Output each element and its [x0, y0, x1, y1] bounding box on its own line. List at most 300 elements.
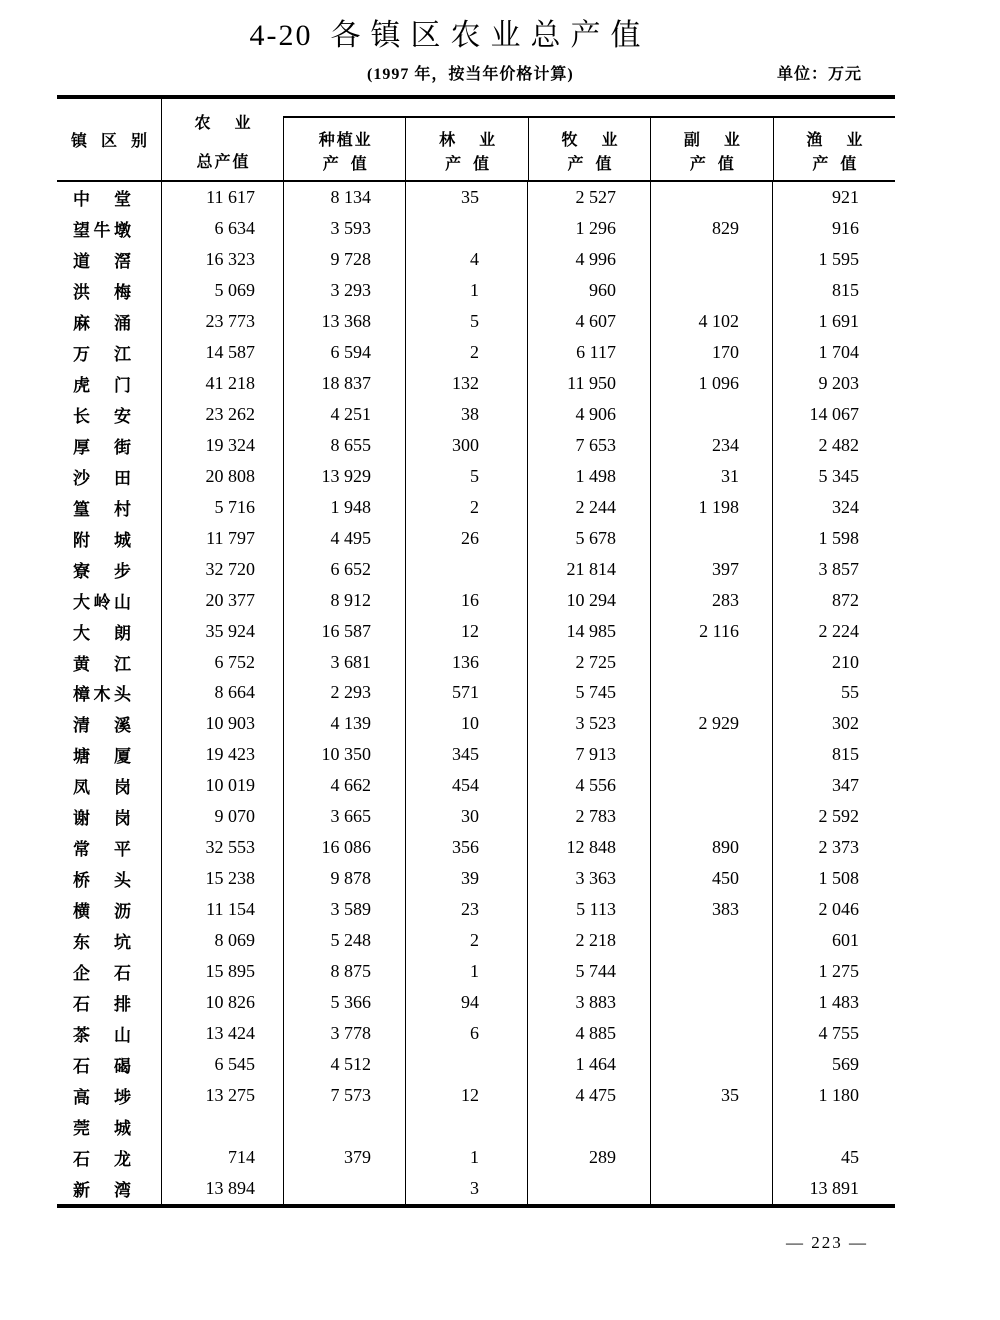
town-name: 高 埗 — [73, 1088, 131, 1108]
value-cell: 136 — [405, 647, 527, 678]
value-cell: 815 — [772, 739, 895, 770]
town-name: 长 安 — [73, 406, 131, 426]
value-cell: 4 885 — [527, 1018, 650, 1049]
value-cell — [650, 182, 772, 213]
table-header — [57, 99, 895, 182]
value-cell: 4 102 — [650, 306, 772, 337]
value-cell — [650, 925, 772, 956]
value-cell: 890 — [650, 832, 772, 863]
table-row — [57, 337, 895, 368]
table-row — [57, 523, 895, 554]
col-header-agriculture-total — [161, 99, 283, 180]
town-name-cell — [57, 461, 161, 492]
town-name-cell — [57, 770, 161, 801]
agriculture-output-table — [57, 95, 895, 1208]
forestry-value-label: 产 值 — [445, 156, 490, 173]
value-cell: 19 324 — [161, 430, 283, 461]
value-cell — [650, 1018, 772, 1049]
value-cell: 21 814 — [527, 554, 650, 585]
col-header-fishery — [773, 118, 895, 180]
town-name-cell — [57, 708, 161, 739]
value-cell: 11 950 — [527, 368, 650, 399]
town-name: 石 排 — [73, 995, 131, 1015]
table-row — [57, 832, 895, 863]
value-cell: 571 — [405, 678, 527, 709]
table-row — [57, 244, 895, 275]
value-cell: 39 — [405, 863, 527, 894]
value-cell — [650, 399, 772, 430]
town-name: 寮 步 — [73, 561, 131, 581]
value-cell: 41 218 — [161, 368, 283, 399]
planting-value-label: 产 值 — [322, 156, 367, 173]
town-name-cell — [57, 585, 161, 616]
value-cell: 16 086 — [283, 832, 405, 863]
value-cell: 1 598 — [772, 523, 895, 554]
town-name: 常 平 — [73, 840, 131, 860]
col-header-husbandry — [528, 118, 650, 180]
value-cell: 2 244 — [527, 492, 650, 523]
value-cell: 2 218 — [527, 925, 650, 956]
value-cell: 1 508 — [772, 863, 895, 894]
value-cell: 6 117 — [527, 337, 650, 368]
value-cell: 4 — [405, 244, 527, 275]
unit-label: 单位：万元 — [776, 66, 862, 83]
town-name: 黄 江 — [73, 654, 131, 674]
town-name-cell — [57, 1018, 161, 1049]
town-name-cell — [57, 1142, 161, 1173]
value-cell: 356 — [405, 832, 527, 863]
town-name: 麻 涌 — [73, 313, 131, 333]
value-cell: 94 — [405, 987, 527, 1018]
value-cell: 3 883 — [527, 987, 650, 1018]
value-cell: 2 046 — [772, 894, 895, 925]
town-name: 篁 村 — [73, 499, 131, 519]
value-cell: 11 154 — [161, 894, 283, 925]
value-cell: 8 912 — [283, 585, 405, 616]
value-cell — [283, 1173, 405, 1204]
value-cell: 302 — [772, 708, 895, 739]
table-row — [57, 213, 895, 244]
value-cell: 4 755 — [772, 1018, 895, 1049]
value-cell: 1 704 — [772, 337, 895, 368]
value-cell: 1 948 — [283, 492, 405, 523]
value-cell: 1 483 — [772, 987, 895, 1018]
value-cell: 13 368 — [283, 306, 405, 337]
town-name: 清 溪 — [73, 716, 131, 736]
value-cell: 2 527 — [527, 182, 650, 213]
table-row — [57, 987, 895, 1018]
value-cell — [527, 1111, 650, 1142]
town-name-cell — [57, 1080, 161, 1111]
value-cell: 5 716 — [161, 492, 283, 523]
town-name: 虎 门 — [73, 375, 131, 395]
town-name: 企 石 — [73, 964, 131, 984]
value-cell: 2 224 — [772, 616, 895, 647]
value-cell: 601 — [772, 925, 895, 956]
value-cell: 289 — [527, 1142, 650, 1173]
value-cell — [405, 554, 527, 585]
value-cell: 9 878 — [283, 863, 405, 894]
value-cell: 2 — [405, 492, 527, 523]
table-row — [57, 925, 895, 956]
value-cell: 15 238 — [161, 863, 283, 894]
value-cell: 6 634 — [161, 213, 283, 244]
value-cell: 31 — [650, 461, 772, 492]
value-cell — [650, 647, 772, 678]
table-row — [57, 1142, 895, 1173]
table-row — [57, 1111, 895, 1142]
value-cell: 16 587 — [283, 616, 405, 647]
value-cell: 2 783 — [527, 801, 650, 832]
town-name: 凤 岗 — [73, 778, 131, 798]
table-row — [57, 863, 895, 894]
table-row — [57, 647, 895, 678]
value-cell: 4 512 — [283, 1049, 405, 1080]
value-cell: 4 906 — [527, 399, 650, 430]
town-name: 谢 岗 — [73, 809, 131, 829]
value-cell: 5 069 — [161, 275, 283, 306]
town-name-cell — [57, 739, 161, 770]
value-cell — [405, 1049, 527, 1080]
value-cell: 960 — [527, 275, 650, 306]
value-cell: 4 607 — [527, 306, 650, 337]
town-name-cell — [57, 1111, 161, 1142]
town-name-cell — [57, 430, 161, 461]
town-name-cell — [57, 863, 161, 894]
value-cell: 35 — [650, 1080, 772, 1111]
husbandry-label: 牧 业 — [561, 132, 618, 149]
value-cell: 11 797 — [161, 523, 283, 554]
col-header-sideline — [650, 118, 772, 180]
value-cell: 1 180 — [772, 1080, 895, 1111]
town-name: 横 沥 — [73, 902, 131, 922]
value-cell: 2 373 — [772, 832, 895, 863]
value-cell: 3 857 — [772, 554, 895, 585]
value-cell: 5 366 — [283, 987, 405, 1018]
value-cell: 8 664 — [161, 678, 283, 709]
value-cell: 5 744 — [527, 956, 650, 987]
value-cell — [405, 1111, 527, 1142]
town-name: 厚 街 — [73, 437, 131, 457]
value-cell: 20 377 — [161, 585, 283, 616]
value-cell: 3 593 — [283, 213, 405, 244]
value-cell: 324 — [772, 492, 895, 523]
value-cell: 9 728 — [283, 244, 405, 275]
town-name: 大 朗 — [73, 623, 131, 643]
value-cell: 1 275 — [772, 956, 895, 987]
value-cell: 19 423 — [161, 739, 283, 770]
town-name-cell — [57, 616, 161, 647]
value-cell: 4 251 — [283, 399, 405, 430]
town-name: 石 龙 — [73, 1150, 131, 1170]
table-row — [57, 585, 895, 616]
value-cell: 10 903 — [161, 708, 283, 739]
value-cell: 11 617 — [161, 182, 283, 213]
page-title — [0, 10, 900, 54]
value-cell: 10 019 — [161, 770, 283, 801]
value-cell: 14 985 — [527, 616, 650, 647]
table-row — [57, 616, 895, 647]
value-cell: 35 924 — [161, 616, 283, 647]
table-row — [57, 461, 895, 492]
forestry-label: 林 业 — [439, 132, 496, 149]
sideline-value-label: 产 值 — [689, 156, 734, 173]
table-number: 4-20 — [249, 19, 313, 52]
value-cell: 347 — [772, 770, 895, 801]
value-cell: 14 067 — [772, 399, 895, 430]
value-cell: 12 — [405, 1080, 527, 1111]
town-name: 大 岭 山 — [73, 592, 131, 612]
table-row — [57, 275, 895, 306]
value-cell: 13 891 — [772, 1173, 895, 1204]
value-cell: 1 464 — [527, 1049, 650, 1080]
value-cell: 872 — [772, 585, 895, 616]
value-cell: 234 — [650, 430, 772, 461]
value-cell: 7 913 — [527, 739, 650, 770]
town-name-cell — [57, 647, 161, 678]
value-cell: 9 203 — [772, 368, 895, 399]
table-row — [57, 678, 895, 709]
col-header-forestry — [405, 118, 527, 180]
value-cell: 3 293 — [283, 275, 405, 306]
value-cell: 5 345 — [772, 461, 895, 492]
town-name: 莞 城 — [73, 1119, 131, 1139]
value-cell: 1 296 — [527, 213, 650, 244]
value-cell: 379 — [283, 1142, 405, 1173]
town-name: 东 坑 — [73, 933, 131, 953]
value-cell: 397 — [650, 554, 772, 585]
value-cell: 55 — [772, 678, 895, 709]
table-row — [57, 708, 895, 739]
value-cell: 6 752 — [161, 647, 283, 678]
town-name: 樟 木 头 — [73, 685, 131, 705]
value-cell — [650, 987, 772, 1018]
value-cell: 3 665 — [283, 801, 405, 832]
value-cell: 10 294 — [527, 585, 650, 616]
value-cell: 2 725 — [527, 647, 650, 678]
fishery-value-label: 产 值 — [812, 156, 857, 173]
value-cell: 23 — [405, 894, 527, 925]
table-row — [57, 430, 895, 461]
value-cell: 3 — [405, 1173, 527, 1204]
value-cell: 4 996 — [527, 244, 650, 275]
value-cell: 12 — [405, 616, 527, 647]
value-cell — [650, 523, 772, 554]
value-cell: 20 808 — [161, 461, 283, 492]
value-cell: 210 — [772, 647, 895, 678]
value-cell: 5 678 — [527, 523, 650, 554]
town-name: 塘 厦 — [73, 747, 131, 767]
town-name-cell — [57, 337, 161, 368]
value-cell: 13 424 — [161, 1018, 283, 1049]
value-cell: 2 293 — [283, 678, 405, 709]
page-number: — 223 — — [786, 1233, 868, 1252]
value-cell: 450 — [650, 863, 772, 894]
value-cell: 829 — [650, 213, 772, 244]
value-cell: 8 069 — [161, 925, 283, 956]
town-name-cell — [57, 368, 161, 399]
value-cell: 12 848 — [527, 832, 650, 863]
town-name-cell — [57, 182, 161, 213]
value-cell: 5 — [405, 306, 527, 337]
town-name: 沙 田 — [73, 468, 131, 488]
town-name-cell — [57, 987, 161, 1018]
value-cell: 345 — [405, 739, 527, 770]
value-cell: 2 592 — [772, 801, 895, 832]
value-cell: 13 894 — [161, 1173, 283, 1204]
value-cell: 16 323 — [161, 244, 283, 275]
value-cell: 8 134 — [283, 182, 405, 213]
value-cell — [650, 1142, 772, 1173]
value-cell: 2 929 — [650, 708, 772, 739]
value-cell: 35 — [405, 182, 527, 213]
value-cell — [650, 739, 772, 770]
value-cell: 6 545 — [161, 1049, 283, 1080]
value-cell: 170 — [650, 337, 772, 368]
agriculture-total-line1: 农 业 — [194, 115, 251, 132]
town-name-cell — [57, 1173, 161, 1204]
town-name-cell — [57, 1049, 161, 1080]
value-cell: 4 662 — [283, 770, 405, 801]
table-row — [57, 1173, 895, 1204]
value-cell: 1 595 — [772, 244, 895, 275]
value-cell: 13 275 — [161, 1080, 283, 1111]
planting-label: 种 植 业 — [318, 132, 371, 149]
value-cell: 815 — [772, 275, 895, 306]
value-cell: 283 — [650, 585, 772, 616]
value-cell: 10 350 — [283, 739, 405, 770]
value-cell: 4 139 — [283, 708, 405, 739]
value-cell: 4 475 — [527, 1080, 650, 1111]
value-cell: 5 — [405, 461, 527, 492]
value-cell: 8 655 — [283, 430, 405, 461]
town-name: 望 牛 墩 — [73, 220, 131, 240]
husbandry-value-label: 产 值 — [567, 156, 612, 173]
value-cell: 2 116 — [650, 616, 772, 647]
town-name: 洪 梅 — [73, 282, 131, 302]
value-cell: 3 523 — [527, 708, 650, 739]
town-name: 石 碣 — [73, 1057, 131, 1077]
value-cell: 30 — [405, 801, 527, 832]
value-cell: 3 681 — [283, 647, 405, 678]
town-name-cell — [57, 244, 161, 275]
value-cell: 9 070 — [161, 801, 283, 832]
town-name-cell — [57, 678, 161, 709]
value-cell — [650, 1049, 772, 1080]
table-row — [57, 801, 895, 832]
value-cell: 23 773 — [161, 306, 283, 337]
town-name: 附 城 — [73, 530, 131, 550]
value-cell: 1 691 — [772, 306, 895, 337]
value-cell — [161, 1111, 283, 1142]
value-cell: 26 — [405, 523, 527, 554]
value-cell: 5 113 — [527, 894, 650, 925]
table-row — [57, 368, 895, 399]
table-body — [57, 182, 895, 1204]
table-row — [57, 306, 895, 337]
value-cell: 1 096 — [650, 368, 772, 399]
col-header-planting — [283, 118, 405, 180]
value-cell: 32 720 — [161, 554, 283, 585]
table-row — [57, 894, 895, 925]
town-name-cell — [57, 832, 161, 863]
table-row — [57, 956, 895, 987]
value-cell: 3 589 — [283, 894, 405, 925]
table-row — [57, 399, 895, 430]
sideline-label: 副 业 — [683, 132, 740, 149]
value-cell: 7 573 — [283, 1080, 405, 1111]
town-name-cell — [57, 554, 161, 585]
value-cell: 45 — [772, 1142, 895, 1173]
value-cell: 1 — [405, 275, 527, 306]
value-cell: 916 — [772, 213, 895, 244]
value-cell — [650, 678, 772, 709]
value-cell: 3 363 — [527, 863, 650, 894]
value-cell — [283, 1111, 405, 1142]
town-name-cell — [57, 399, 161, 430]
town-name-cell — [57, 492, 161, 523]
value-cell: 13 929 — [283, 461, 405, 492]
value-cell: 5 248 — [283, 925, 405, 956]
agriculture-total-line2: 总 产 值 — [196, 154, 249, 171]
value-cell — [650, 1173, 772, 1204]
value-cell: 38 — [405, 399, 527, 430]
value-cell: 300 — [405, 430, 527, 461]
table-title-text: 各镇区农业总产值 — [330, 19, 651, 52]
row-header-cell — [57, 99, 161, 180]
row-header-label: 镇 区 别 — [71, 133, 147, 150]
value-cell — [650, 956, 772, 987]
value-cell: 32 553 — [161, 832, 283, 863]
fishery-label: 渔 业 — [806, 132, 863, 149]
value-cell: 6 — [405, 1018, 527, 1049]
value-cell: 10 — [405, 708, 527, 739]
table-row — [57, 739, 895, 770]
value-cell: 1 198 — [650, 492, 772, 523]
value-cell: 15 895 — [161, 956, 283, 987]
value-cell — [650, 1111, 772, 1142]
town-name-cell — [57, 523, 161, 554]
town-name-cell — [57, 925, 161, 956]
value-cell: 2 — [405, 337, 527, 368]
town-name-cell — [57, 275, 161, 306]
value-cell: 4 556 — [527, 770, 650, 801]
value-cell: 569 — [772, 1049, 895, 1080]
town-name-cell — [57, 213, 161, 244]
value-cell: 1 — [405, 1142, 527, 1173]
table-row — [57, 770, 895, 801]
sub-header-box — [283, 116, 895, 180]
value-cell — [650, 770, 772, 801]
value-cell: 454 — [405, 770, 527, 801]
value-cell: 7 653 — [527, 430, 650, 461]
value-cell: 5 745 — [527, 678, 650, 709]
value-cell — [772, 1111, 895, 1142]
town-name-cell — [57, 956, 161, 987]
value-cell — [650, 801, 772, 832]
town-name: 中 堂 — [73, 189, 131, 209]
value-cell: 383 — [650, 894, 772, 925]
value-cell: 8 875 — [283, 956, 405, 987]
town-name: 新 湾 — [73, 1180, 131, 1200]
value-cell: 2 482 — [772, 430, 895, 461]
table-row — [57, 554, 895, 585]
table-row — [57, 1049, 895, 1080]
value-cell: 6 652 — [283, 554, 405, 585]
town-name: 桥 头 — [73, 871, 131, 891]
value-cell — [405, 213, 527, 244]
subtitle-note: (1997 年，按当年价格计算) — [367, 66, 574, 83]
